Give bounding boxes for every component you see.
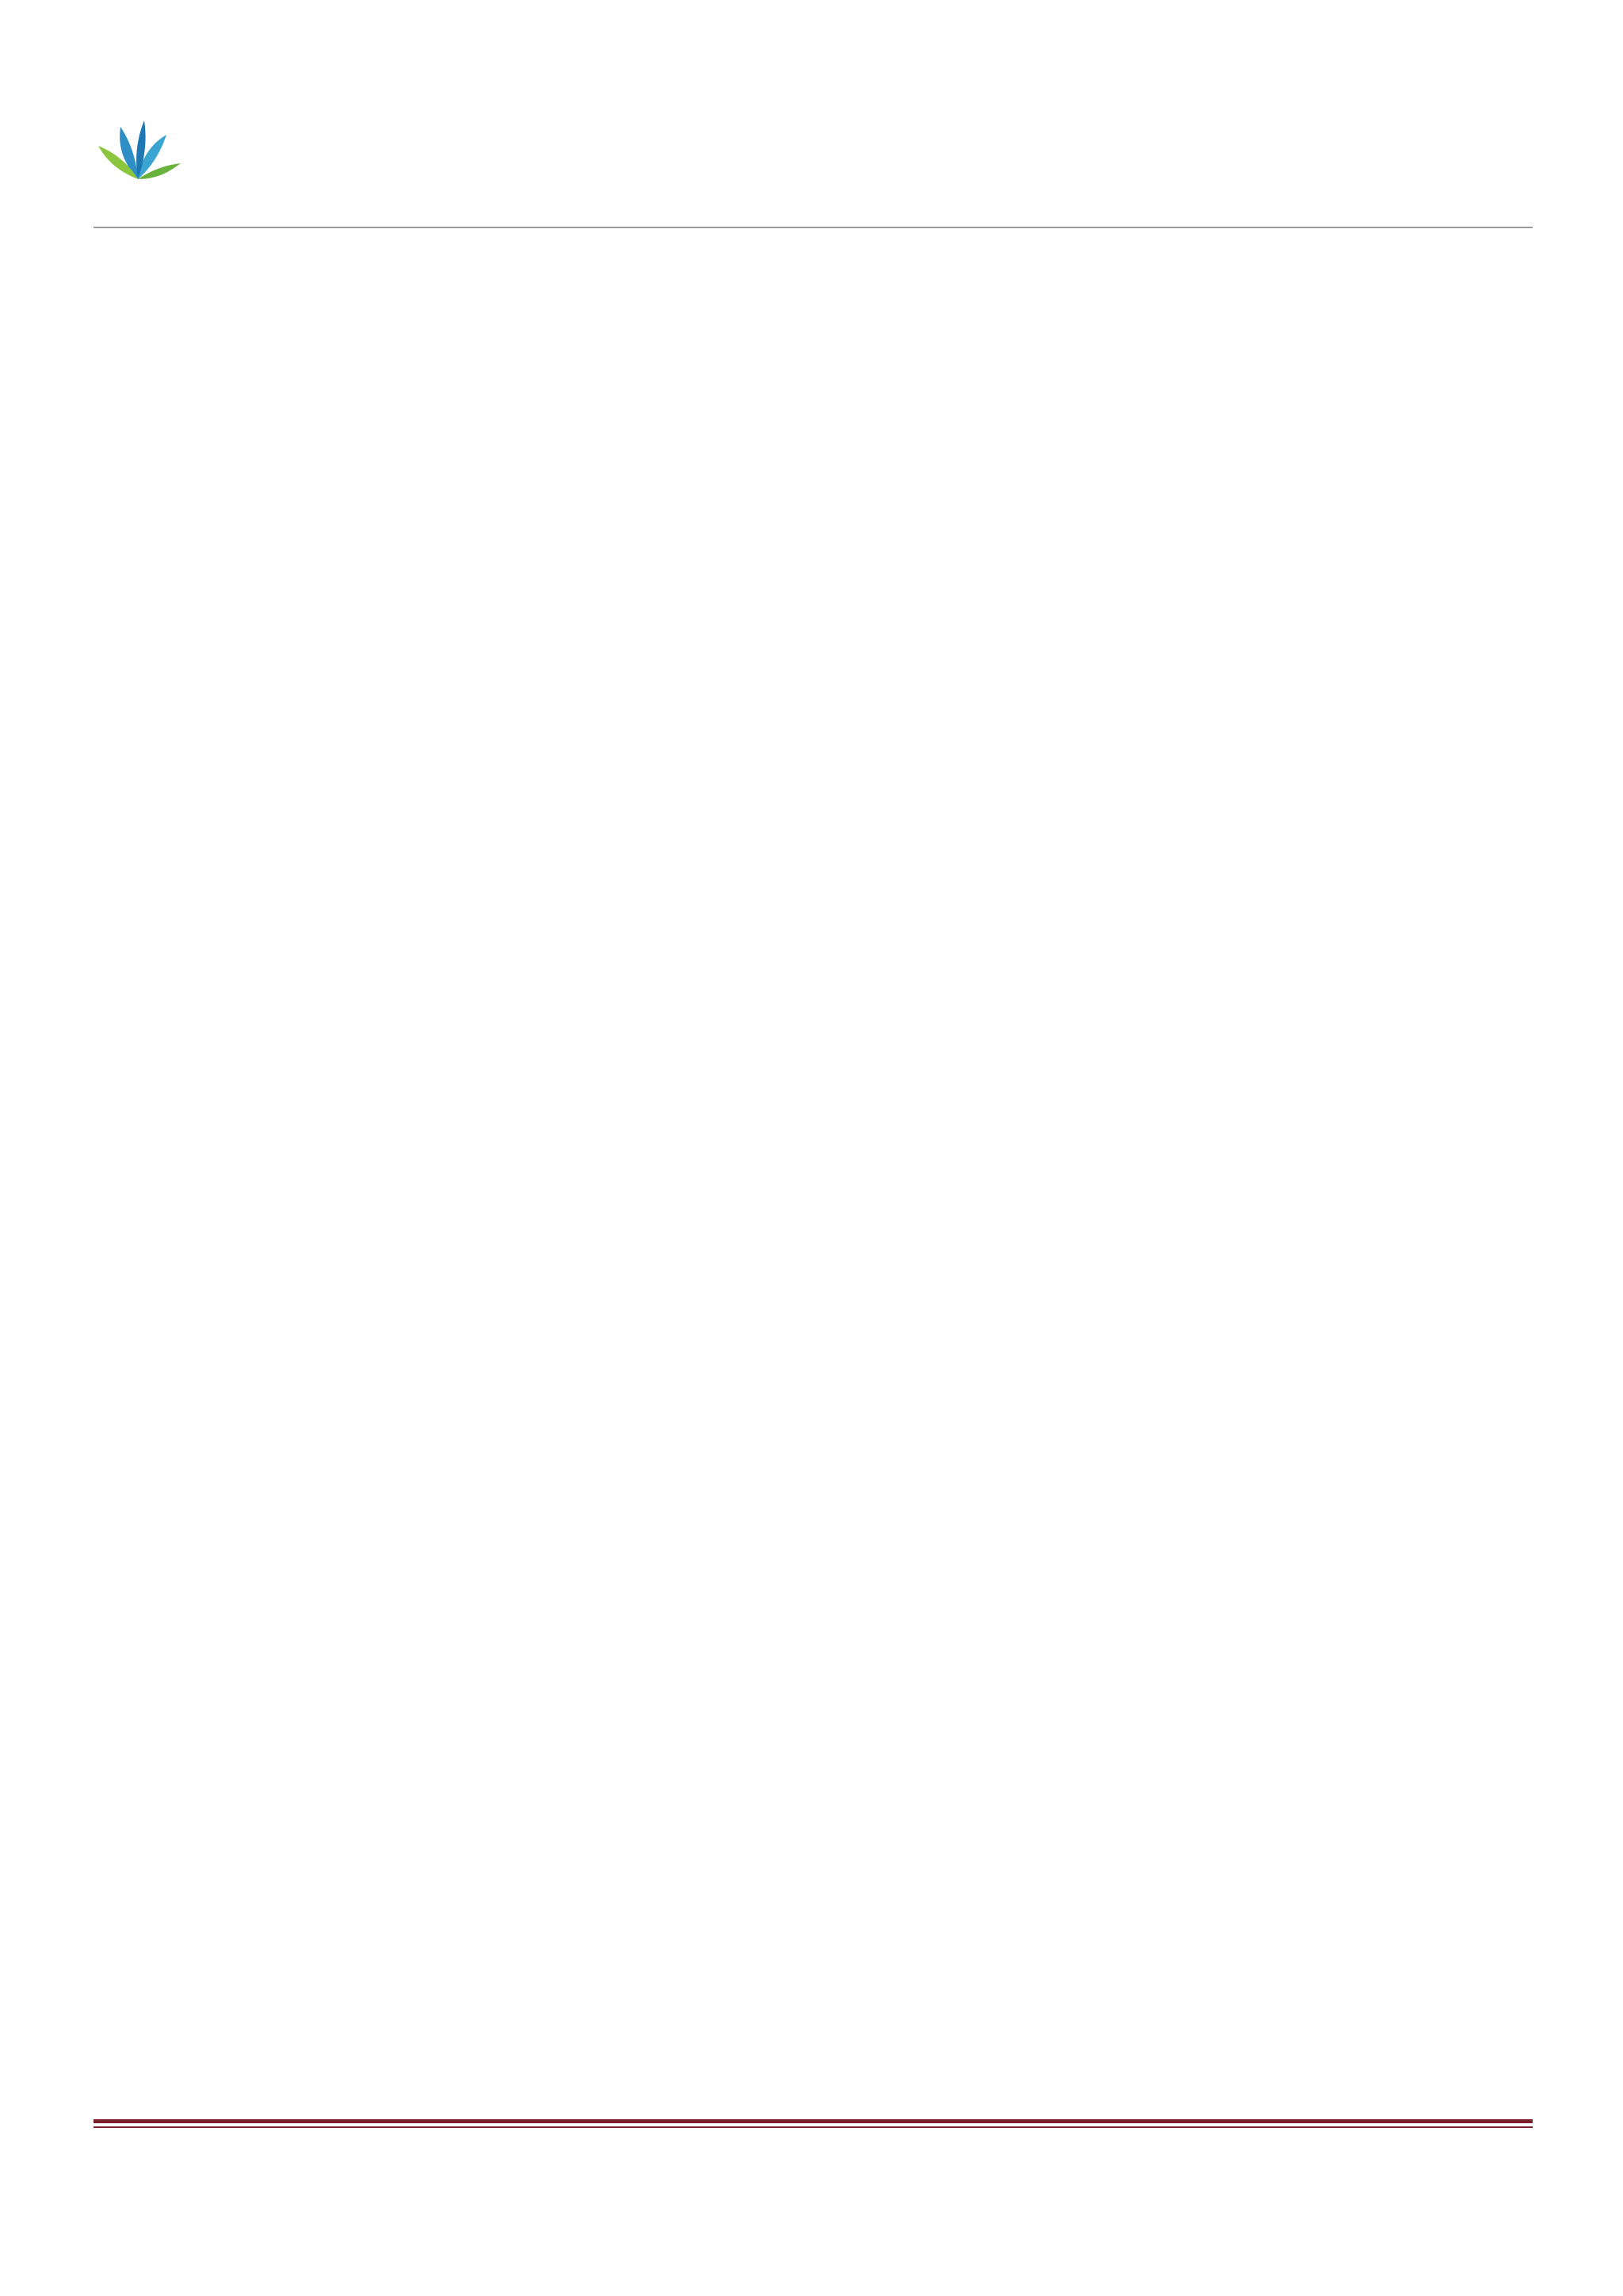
footer-rule-thick — [94, 2119, 1533, 2123]
heatmap-chart — [824, 959, 1506, 1752]
irjet-logo — [94, 117, 182, 211]
workflow-diagram — [843, 274, 1556, 813]
footer-rule-thin — [94, 2126, 1533, 2128]
header-divider — [94, 227, 1533, 228]
logo-leaves-icon — [98, 120, 181, 179]
